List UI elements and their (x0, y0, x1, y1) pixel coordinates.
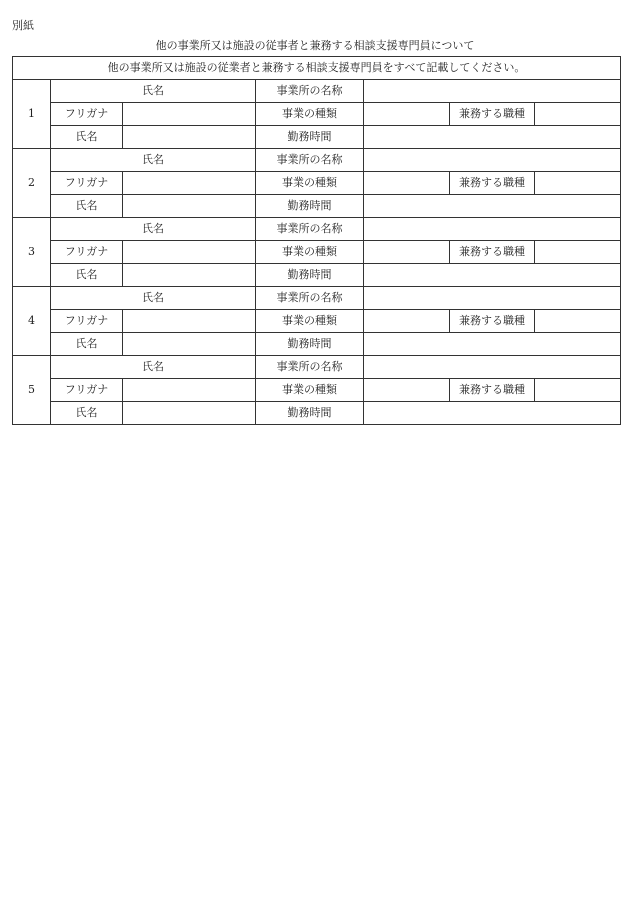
entry-2-row-2 (13, 172, 621, 195)
entry-5-facility-name-field[interactable] (364, 356, 621, 379)
entry-1-business-type-field[interactable] (364, 103, 450, 126)
entry-4-furigana-field[interactable] (123, 310, 256, 333)
entry-2-facility-name-field[interactable] (364, 149, 621, 172)
entry-2-work-hours-label: 勤務時間 (256, 195, 364, 218)
entry-1-facility-name-label: 事業所の名称 (256, 80, 364, 103)
entry-1-concurrent-job-field[interactable] (535, 103, 621, 126)
entry-3-row-1 (13, 218, 621, 241)
entry-1-row-2 (13, 103, 621, 126)
entry-4-business-type-field[interactable] (364, 310, 450, 333)
entry-1-concurrent-job-label: 兼務する職種 (450, 103, 535, 126)
entry-3-name-field[interactable] (123, 264, 256, 287)
entry-4-name-field[interactable] (123, 333, 256, 356)
entry-5-business-type-field[interactable] (364, 379, 450, 402)
entry-4-row-2 (13, 310, 621, 333)
entry-5-concurrent-job-label: 兼務する職種 (450, 379, 535, 402)
entry-2-name-label: 氏名 (51, 195, 123, 218)
entry-1-work-hours-label: 勤務時間 (256, 126, 364, 149)
entry-2-concurrent-job-field[interactable] (535, 172, 621, 195)
entry-4-row-1 (13, 287, 621, 310)
entry-3-concurrent-job-field[interactable] (535, 241, 621, 264)
entry-5-business-type-label: 事業の種類 (256, 379, 364, 402)
entry-1-number: 1 (13, 80, 51, 149)
table-header-row (13, 57, 621, 80)
entry-2-work-hours-field[interactable] (364, 195, 621, 218)
entry-3-name-label: 氏名 (51, 264, 123, 287)
annex-label: 別紙 (12, 19, 34, 32)
entry-4-concurrent-job-label: 兼務する職種 (450, 310, 535, 333)
entry-3-facility-name-label: 事業所の名称 (256, 218, 364, 241)
table-header: 他の事業所又は施設の従業者と兼務する相談支援専門員をすべて記載してください。 (13, 57, 621, 80)
entry-2-business-type-field[interactable] (364, 172, 450, 195)
entry-2-concurrent-job-label: 兼務する職種 (450, 172, 535, 195)
entry-3-concurrent-job-label: 兼務する職種 (450, 241, 535, 264)
concurrent-staff-table (12, 56, 621, 425)
entry-5-row-2 (13, 379, 621, 402)
entry-5-number: 5 (13, 356, 51, 425)
entry-3-furigana-label: フリガナ (51, 241, 123, 264)
entry-1-row-1 (13, 80, 621, 103)
entry-1-row-3 (13, 126, 621, 149)
entry-3-row-2 (13, 241, 621, 264)
entry-1-work-hours-field[interactable] (364, 126, 621, 149)
entry-1-name-label: 氏名 (51, 126, 123, 149)
entry-3-work-hours-label: 勤務時間 (256, 264, 364, 287)
entry-5-furigana-field[interactable] (123, 379, 256, 402)
entry-3-number: 3 (13, 218, 51, 287)
entry-4-name-label: 氏名 (51, 333, 123, 356)
entry-5-name-label: 氏名 (51, 402, 123, 425)
entry-2-row-3 (13, 195, 621, 218)
entry-1-furigana-field[interactable] (123, 103, 256, 126)
entry-1-name-field[interactable] (123, 126, 256, 149)
entry-1-name-header: 氏名 (51, 80, 256, 103)
entry-5-facility-name-label: 事業所の名称 (256, 356, 364, 379)
entry-5-concurrent-job-field[interactable] (535, 379, 621, 402)
entry-5-name-field[interactable] (123, 402, 256, 425)
entry-5-furigana-label: フリガナ (51, 379, 123, 402)
entry-4-row-3 (13, 333, 621, 356)
entry-5-work-hours-label: 勤務時間 (256, 402, 364, 425)
entry-2-name-field[interactable] (123, 195, 256, 218)
entry-4-facility-name-label: 事業所の名称 (256, 287, 364, 310)
entry-1-facility-name-field[interactable] (364, 80, 621, 103)
entry-4-work-hours-label: 勤務時間 (256, 333, 364, 356)
entry-5-row-3 (13, 402, 621, 425)
entry-4-name-header: 氏名 (51, 287, 256, 310)
entry-4-number: 4 (13, 287, 51, 356)
entry-3-furigana-field[interactable] (123, 241, 256, 264)
entry-1-business-type-label: 事業の種類 (256, 103, 364, 126)
entry-2-facility-name-label: 事業所の名称 (256, 149, 364, 172)
entry-5-row-1 (13, 356, 621, 379)
entry-2-row-1 (13, 149, 621, 172)
entry-3-work-hours-field[interactable] (364, 264, 621, 287)
entry-2-name-header: 氏名 (51, 149, 256, 172)
document-title: 他の事業所又は施設の従事者と兼務する相談支援専門員について (155, 39, 475, 52)
entry-2-business-type-label: 事業の種類 (256, 172, 364, 195)
entry-4-furigana-label: フリガナ (51, 310, 123, 333)
entry-3-facility-name-field[interactable] (364, 218, 621, 241)
entry-2-furigana-label: フリガナ (51, 172, 123, 195)
entry-1-furigana-label: フリガナ (51, 103, 123, 126)
entry-5-name-header: 氏名 (51, 356, 256, 379)
entry-3-business-type-field[interactable] (364, 241, 450, 264)
entry-3-row-3 (13, 264, 621, 287)
entry-5-work-hours-field[interactable] (364, 402, 621, 425)
entry-4-work-hours-field[interactable] (364, 333, 621, 356)
entry-2-furigana-field[interactable] (123, 172, 256, 195)
table-body (13, 57, 621, 425)
entry-4-business-type-label: 事業の種類 (256, 310, 364, 333)
entry-3-business-type-label: 事業の種類 (256, 241, 364, 264)
entry-3-name-header: 氏名 (51, 218, 256, 241)
entry-4-facility-name-field[interactable] (364, 287, 621, 310)
entry-2-number: 2 (13, 149, 51, 218)
entry-4-concurrent-job-field[interactable] (535, 310, 621, 333)
